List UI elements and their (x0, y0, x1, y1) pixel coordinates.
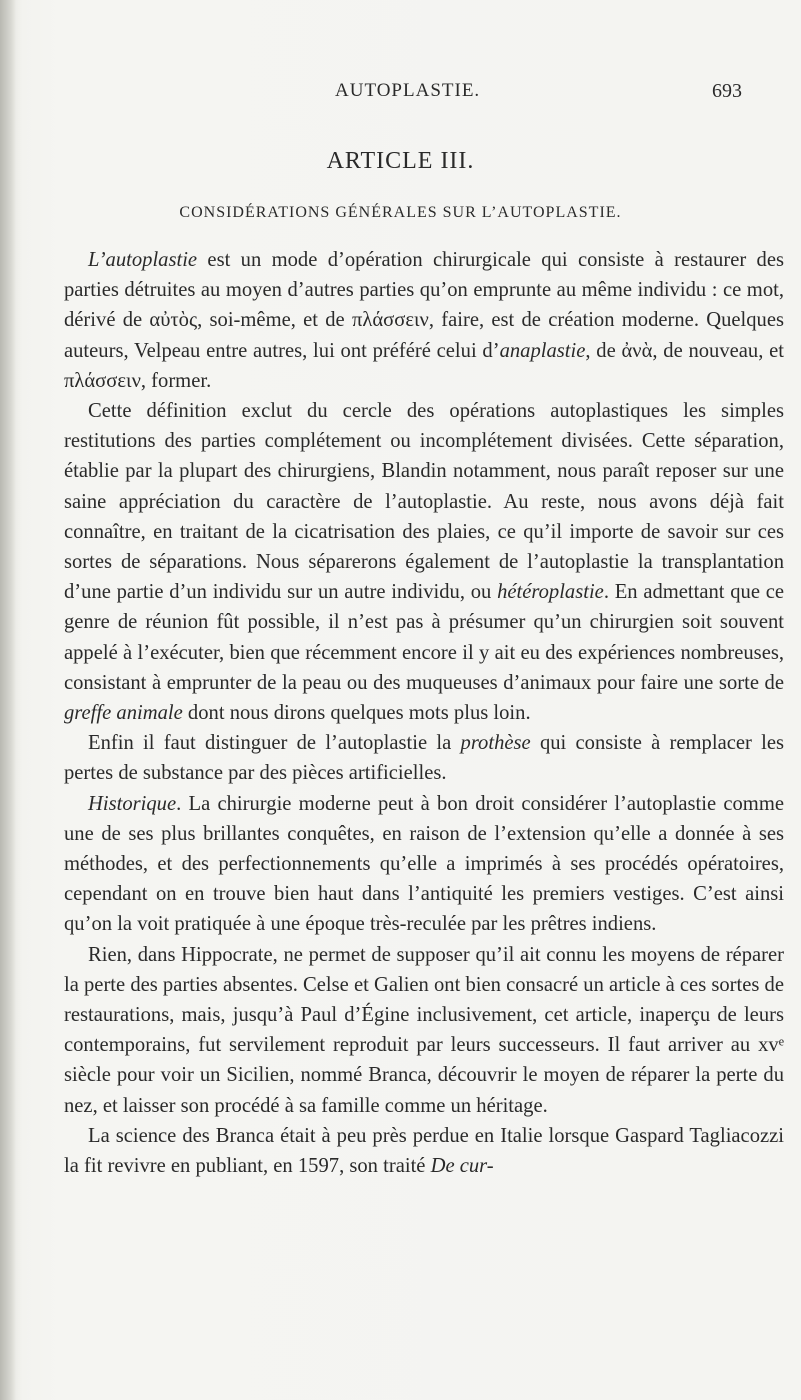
italic-text: autoplastie (105, 249, 198, 271)
page-number: 693 (712, 80, 742, 102)
paragraph (64, 789, 784, 940)
italic-text: prothèse (460, 732, 531, 755)
paragraph (64, 396, 784, 728)
section-title: CONSIDÉRATIONS GÉNÉRALES SUR L’AUTOPLASTIE. (179, 204, 622, 221)
paragraph (64, 1121, 784, 1181)
paragraph-text: Enfin il faut distinguer de l’autoplastie la (88, 732, 461, 755)
italic-text: Historique (88, 792, 177, 815)
article-title: ARTICLE III. (326, 148, 475, 174)
paragraph-text: Cette définition exclut du cercle des opérations autoplastiques les simples restitutions des parties complétement ou incomplétement divisées. Cette séparation, établie par la plupart des chirurgiens, Blandin notamment, nous paraît reposer sur une saine appréciation du caractère de l’autoplastie. Au reste, nous avons déjà fait connaître, en traitant de la cicatrisation des plaies, ce qu’il importe de savoir sur ces sortes de séparations. Nous séparerons également de l’autoplastie la transplantation d’une partie d’un individu sur un autre individu, ou (64, 400, 784, 604)
paragraph-text: La science des Branca était à peu près perdue en Italie lorsque Gaspard Tagliacozzi la fit revivre en publiant, en 1597, son traité (64, 1124, 784, 1178)
paragraph-text: , de ἀνὰ, de nouveau, et πλάσσειν, former. (64, 339, 784, 392)
italic-text: L’ (88, 249, 106, 271)
running-title: AUTOPLASTIE. (335, 80, 481, 101)
paragraph-text: qui consiste à remplacer les pertes de substance par des pièces artificielles. (64, 732, 784, 785)
paragraph-text: est un mode d’opération chirurgicale qui consiste à restaurer des parties détruites au moyen d’autres parties qu’on emprunte au même individu : ce mot, dérivé de αὐτὸς, soi-même, et de πλάσσειν, faire, est de création moderne. Quelques auteurs, Velpeau entre autres, lui ont préféré celui d’ (64, 249, 784, 362)
italic-text: anaplastie (499, 339, 586, 362)
paragraph-text: dont nous dirons quelques mots plus loin. (182, 702, 531, 725)
paragraph (64, 245, 784, 396)
body-text (64, 245, 784, 1181)
paragraph-text: . La chirurgie moderne peut à bon droit considérer l’autoplastie comme une de ses plus brillantes conquêtes, en raison de l’extension qu’elle a donnée à ses méthodes, et des perfectionnements qu’elle a imprimés à ses procédés opératoires, cependant on en trouve bien haut dans l’antiquité les premiers vestiges. C’est ainsi qu’on la voit pratiquée à une époque très-reculée par les prêtres indiens. (64, 792, 784, 936)
italic-text: De cur- (430, 1155, 494, 1178)
paragraph-text: Rien, dans Hippocrate, ne permet de supposer qu’il ait connu les moyens de réparer la perte des parties absentes. Celse et Galien ont bien consacré un article à ces sortes de restaurations, mais, jusqu’à Paul d’Égine inclusivement, cet article, inaperçu de leurs contemporains, fut servilement reproduit par leurs successeurs. Il faut arriver au xvᵉ siècle pour voir un Sicilien, nommé Branca, découvrir le moyen de réparer la perte du nez, et laisser son procédé à sa famille comme un héritage. (64, 943, 784, 1117)
italic-text: greffe animale (64, 702, 183, 725)
paragraph-text: . En admettant que ce genre de réunion fût possible, il n’est pas à présumer qu’un chirurgien soit souvent appelé à l’exécuter, bien que récemment encore il y ait eu des expériences nombreuses, consistant à emprunter de la peau ou des muqueuses d’animaux pour faire une sorte de (64, 581, 784, 694)
running-head (0, 80, 801, 110)
paragraph (64, 940, 784, 1121)
paragraph (64, 728, 784, 788)
italic-text: hétéroplastie (497, 581, 604, 604)
